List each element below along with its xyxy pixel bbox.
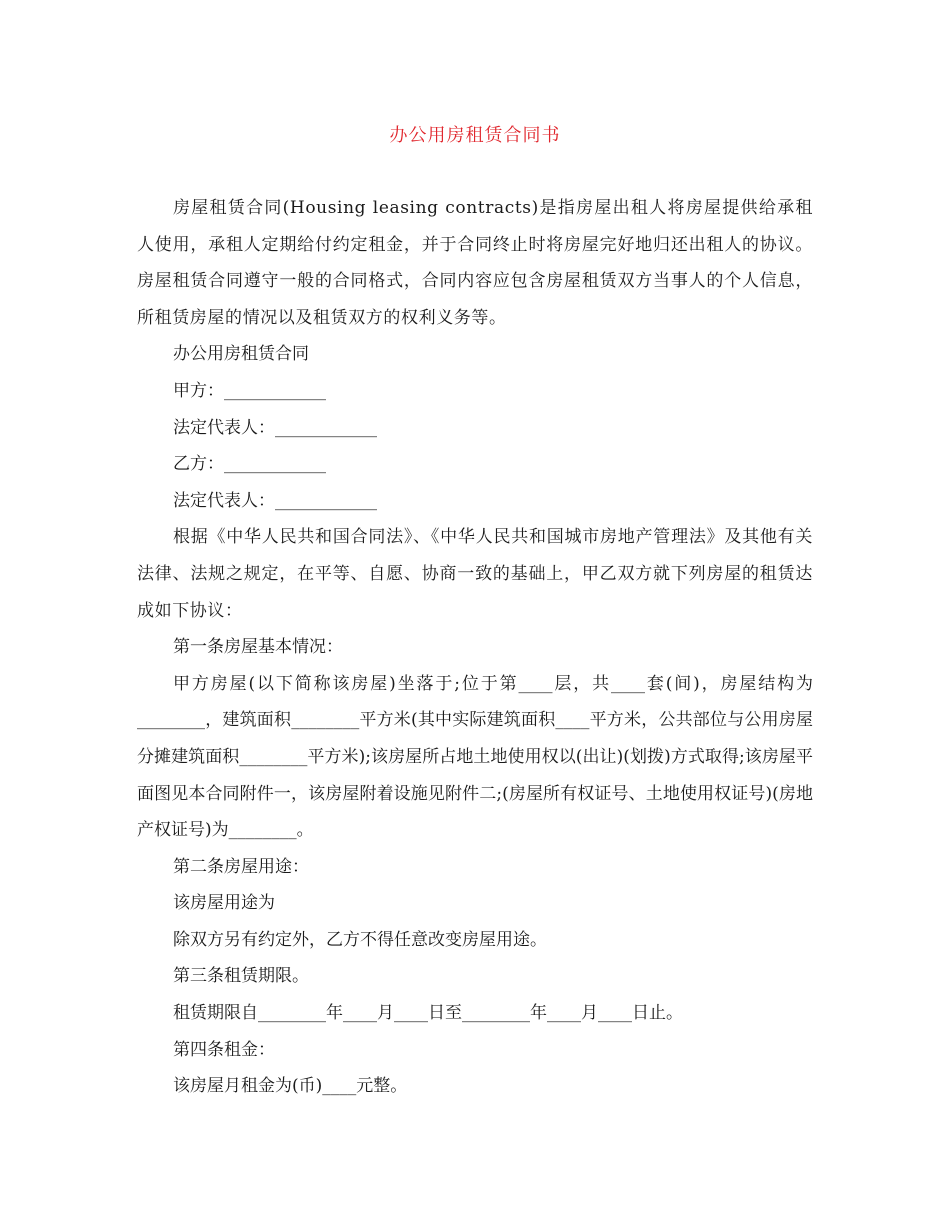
contract-name: 办公用房租赁合同: [173, 344, 309, 365]
party-a-line: 甲方：____________: [173, 380, 326, 401]
article-2-purpose: 该房屋用途为: [173, 893, 275, 914]
party-a-representative-line: 法定代表人：____________: [173, 417, 377, 438]
article-3-heading: 第三条租赁期限。: [173, 966, 309, 987]
document-body: [137, 190, 813, 1105]
legal-basis-paragraph: 根据《中华人民共和国合同法》、《中华人民共和国城市房地产管理法》及其他有关法律、法规之规定，在平等、自愿、协商一致的基础上，甲乙双方就下列房屋的租赁达成如下协议：: [137, 527, 813, 621]
article-2-heading: 第二条房屋用途：: [173, 856, 309, 877]
article-2-restriction: 除双方另有约定外，乙方不得任意改变房屋用途。: [173, 929, 547, 950]
document-title: 办公用房租赁合同书: [389, 125, 561, 146]
article-1-content: 甲方房屋(以下简称该房屋)坐落于;位于第____层，共____套(间)，房屋结构为________，建筑面积________平方米(其中实际建筑面积____平方米，公共部位与公用房屋分摊建筑面积________平方米);该房屋所占地土地使用权以(出让)(划拨)方式取得;该房屋平面图见本合同附件一，该房屋附着设施见附件二;(房屋所有权证号、土地使用权证号)(房地产权证号)为________。: [137, 673, 813, 841]
article-4-heading: 第四条租金：: [173, 1039, 275, 1060]
party-b-line: 乙方：____________: [173, 454, 326, 475]
party-b-representative-line: 法定代表人：____________: [173, 490, 377, 511]
article-1-heading: 第一条房屋基本情况：: [173, 637, 343, 658]
intro-paragraph: 房屋租赁合同(Housing leasing contracts)是指房屋出租人将房屋提供给承租人使用，承租人定期给付约定租金，并于合同终止时将房屋完好地归还出租人的协议。房屋租赁合同遵守一般的合同格式，合同内容应包含房屋租赁双方当事人的个人信息，所租赁房屋的情况以及租赁双方的权利义务等。: [137, 198, 813, 328]
article-4-content: 该房屋月租金为(币)____元整。: [173, 1076, 408, 1097]
article-3-content: 租赁期限自________年____月____日至________年____月____日止。: [173, 1003, 683, 1024]
